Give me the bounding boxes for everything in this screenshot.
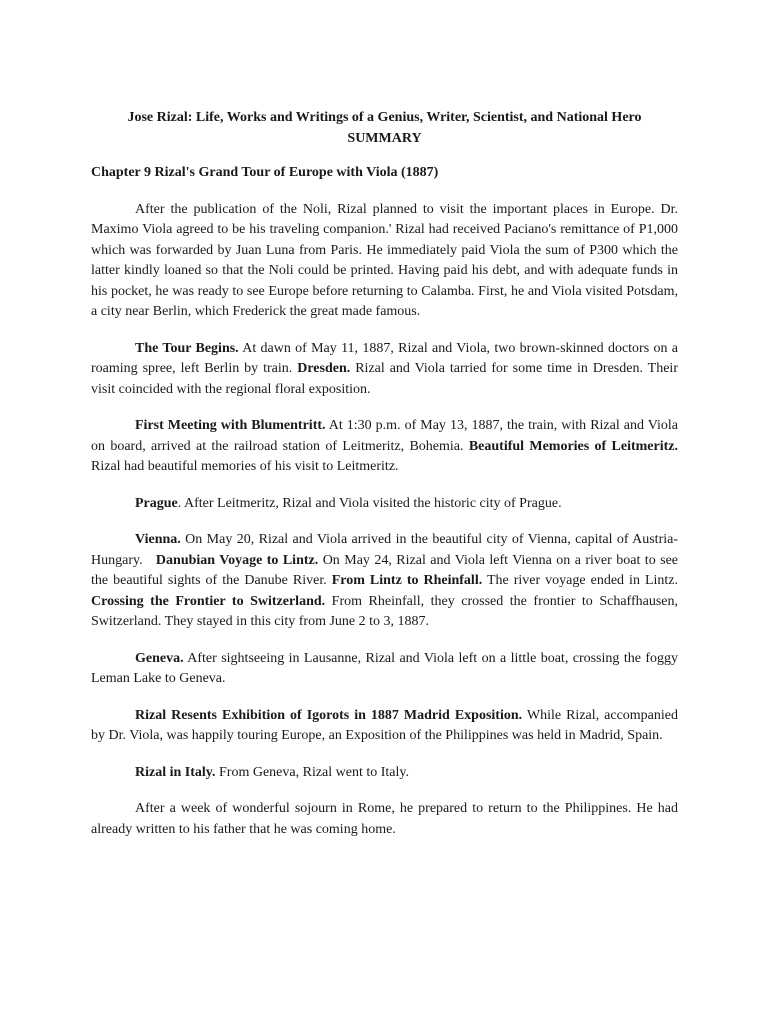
paragraph-text: From Rheinfall, they crossed the frontier to Schaffhausen, Switzerland. They stayed in this city from June 2 to 3, 1887. — [91, 593, 678, 629]
paragraph-vienna — [91, 530, 678, 633]
paragraph-text: From Geneva, Rizal went to Italy. — [215, 764, 409, 780]
run-in-heading: First Meeting with Blumentritt. — [135, 418, 326, 433]
run-in-heading: Danubian Voyage to Lintz. — [155, 552, 319, 568]
run-in-heading: Geneva. — [135, 650, 184, 666]
paragraph-text: On May 20, Rizal and Viola arrived in the beautiful city of Vienna, capital of Austria-Hungary. — [91, 532, 678, 568]
paragraph-text: While Rizal, accompanied by Dr. Viola, was happily touring Europe, an Exposition of the Philippines was held in Madrid, Spain. — [91, 707, 678, 743]
paragraph-text: At dawn of May 11, 1887, Rizal and Viola, two brown-skinned doctors on a roaming spree, left Berlin by train. — [91, 340, 678, 376]
paragraph-blumentritt — [91, 416, 678, 478]
title-line-2: SUMMARY — [347, 130, 422, 146]
document-page — [91, 108, 678, 840]
paragraph-rome: After a week of wonderful sojourn in Rome, he prepared to return to the Philippines. He had already written to his father that he was coming home. — [91, 801, 678, 837]
document-title — [91, 108, 678, 149]
paragraph-prague — [91, 494, 678, 515]
run-in-heading: Dresden. — [297, 361, 351, 376]
run-in-heading: Beautiful Memories of Leitmeritz. — [468, 438, 678, 454]
run-in-heading: From Lintz to Rheinfall. — [331, 573, 483, 588]
paragraph-tour-begins — [91, 339, 678, 401]
run-in-heading: The Tour Begins. — [135, 340, 239, 356]
run-in-heading: Rizal in Italy. — [135, 764, 216, 780]
chapter-heading: Chapter 9 Rizal's Grand Tour of Europe with Viola (1887) — [91, 165, 439, 180]
title-line-1: Jose Rizal: Life, Works and Writings of a Genius, Writer, Scientist, and National Hero — [127, 110, 642, 125]
paragraph-text: At 1:30 p.m. of May 13, 1887, the train, with Rizal and Viola on board, arrived at the railroad station of Leitmeritz, Bohemia. — [91, 418, 678, 454]
paragraph-madrid-exposition — [91, 706, 678, 747]
paragraph-noli-publication: After the publication of the Noli, Rizal planned to visit the important places in Europe. Dr. Maximo Viola agreed to be his traveling companion.' Rizal had received Paciano's remittance of P1,000 which was forwarded by Juan Luna from Paris. He immediately paid Viola the sum of P300 which the latter kindly loaned so that the Noli could be printed. Having paid his debt, and with adequate funds in his pocket, he was ready to see Europe before returning to Calamba. First, he and Viola visited Potsdam, a city near Berlin, which Frederick the great made famous. — [91, 201, 678, 319]
run-in-heading: Prague — [135, 495, 178, 511]
paragraph-geneva — [91, 649, 678, 690]
paragraph-text: . After Leitmeritz, Rizal and Viola visited the historic city of Prague. — [177, 495, 562, 511]
paragraph-text: On May 24, Rizal and Viola left Vienna on a river boat to see the beautiful sights of the Danube River. — [91, 552, 679, 588]
run-in-heading: Crossing the Frontier to Switzerland. — [91, 593, 326, 609]
run-in-heading: Rizal Resents Exhibition of Igorots in 1887 Madrid Exposition. — [135, 707, 523, 723]
paragraph-text: After sightseeing in Lausanne, Rizal and Viola left on a little boat, crossing the foggy Leman Lake to Geneva. — [91, 650, 678, 686]
paragraph-text: The river voyage ended in Lintz. — [482, 573, 678, 588]
run-in-heading: Vienna. — [135, 532, 181, 547]
paragraph-text: Rizal and Viola tarried for some time in Dresden. Their visit coincided with the regional floral exposition. — [91, 361, 678, 397]
paragraph-italy — [91, 763, 678, 784]
paragraph-text: Rizal had beautiful memories of his visit to Leitmeritz. — [91, 459, 399, 474]
